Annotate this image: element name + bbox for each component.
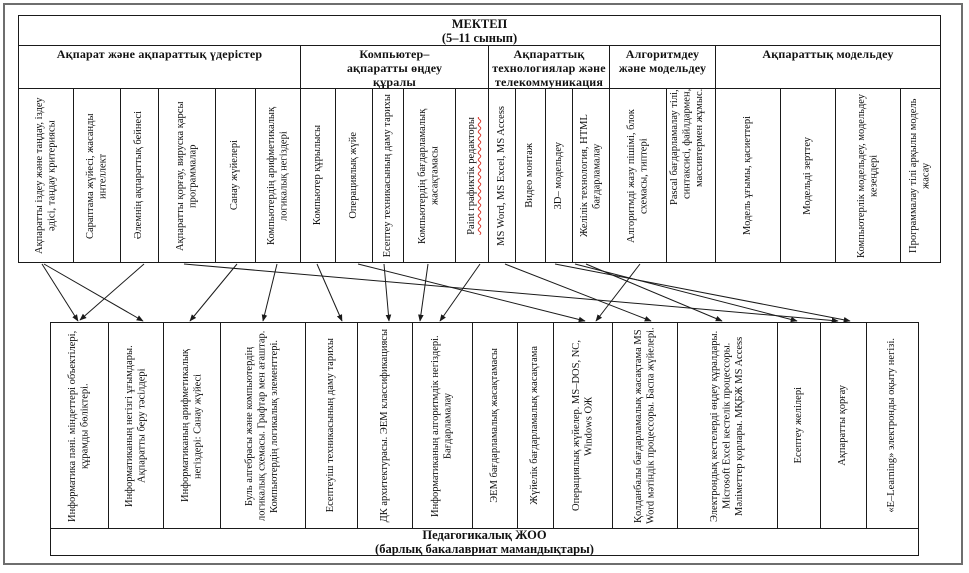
university-topic-cell bbox=[50, 322, 109, 529]
section-header-information bbox=[18, 45, 301, 89]
university-topic-label: ЭЕМ бағдарламалық жасақтамасы bbox=[488, 348, 500, 503]
school-topic-label: Сараптама жүйесі, жасанды интеллект bbox=[84, 112, 108, 239]
university-topic-cell bbox=[357, 322, 413, 529]
university-topic-label: Операциялық жүйелер. MS–DOS, NC, Windows ОЖ bbox=[570, 340, 594, 511]
university-topic-cell bbox=[677, 322, 778, 529]
university-topic-cell bbox=[305, 322, 358, 529]
school-topic-cell bbox=[300, 88, 336, 263]
school-topic-label: Компьютерлік модельдеу, модельдеу кезеңдері bbox=[855, 93, 879, 258]
university-topic-label: Қолданбалы бағдарламалық жасақтама MS Word мәтіндік процессоры. Баспа жүйелері. bbox=[632, 327, 656, 524]
section-header-algorithms bbox=[609, 45, 716, 89]
school-topic-label: Есептеу техникасының даму тарихы bbox=[381, 93, 393, 258]
university-topic-label: Жүйелік бағдарламалық жасақтама bbox=[529, 346, 541, 505]
school-topic-label: Модель ұғымы, қасиеттері bbox=[741, 116, 753, 235]
school-topic-cell bbox=[455, 88, 489, 263]
school-topic-cell bbox=[488, 88, 516, 263]
school-topic-label: Компьютердің арифметикалық логикалық негіздері bbox=[265, 106, 289, 245]
school-topic-label: Алгоритмді жазу пішімі, блок схемасы, типтері bbox=[625, 108, 649, 243]
section-label: Ақпарат және ақпараттық үдерістер bbox=[56, 47, 263, 61]
school-topic-label: Программалау тілі арқылы модель жасау bbox=[908, 98, 932, 253]
section-header-modeling bbox=[715, 45, 941, 89]
school-topic-cell bbox=[545, 88, 573, 263]
school-topic-cell bbox=[780, 88, 836, 263]
school-topic-label: Әлемнің ақпараттық бейнесі bbox=[133, 111, 145, 240]
school-topic-cell bbox=[609, 88, 667, 263]
school-topic-cell bbox=[715, 88, 781, 263]
school-topic-label: Ақпаратты іздеу және таңдау, іздеу әдісі, таңдау критериясы bbox=[33, 97, 57, 254]
university-topic-label: ДК архитектурасы. ЭЕМ классификациясы bbox=[378, 328, 390, 523]
section-label: Ақпараттық технологиялар және телекоммуникация bbox=[492, 47, 606, 89]
university-topic-label: Информатика пәні. міндеттері объектілері, құрамды бөліктері. bbox=[67, 329, 91, 522]
school-topic-label: Paint графиктік редакторы bbox=[465, 116, 477, 235]
school-topic-label: Операциялық жүйе bbox=[347, 132, 359, 219]
school-topic-cell bbox=[572, 88, 610, 263]
school-topic-cell bbox=[335, 88, 373, 263]
university-topic-label: Информатиканың алгоритмдік негіздері. Бағдарламалау bbox=[430, 334, 454, 517]
university-topic-cell bbox=[472, 322, 518, 529]
school-topic-label: Санау жүйелері bbox=[229, 140, 241, 211]
school-topic-label: Ақпаратты қорғау, вируска қарсы программалар bbox=[174, 100, 198, 251]
university-topic-cell bbox=[220, 322, 306, 529]
university-topic-cell bbox=[777, 322, 821, 529]
university-subtitle: (барлық бакалавриат мамандықтары) bbox=[375, 542, 594, 556]
section-label: Компьютер–ақпаратты өңдеу құралы bbox=[346, 47, 443, 89]
school-topic-cell bbox=[900, 88, 941, 263]
university-topic-cell bbox=[820, 322, 867, 529]
university-topic-label: Ақпаратты қорғау bbox=[837, 385, 849, 466]
university-topic-cell bbox=[553, 322, 613, 529]
university-topic-cell bbox=[866, 322, 919, 529]
university-topic-cell bbox=[517, 322, 554, 529]
school-topic-cell bbox=[18, 88, 74, 263]
school-title: МЕКТЕП bbox=[451, 16, 508, 31]
school-topic-label: Компьютер құрылысы bbox=[311, 125, 323, 226]
school-topic-cell bbox=[835, 88, 901, 263]
school-topic-label: Желілік технология, HTML бағдарламалау bbox=[578, 114, 602, 237]
school-title-cell bbox=[18, 15, 941, 46]
university-title: Педагогикалық ЖОО bbox=[422, 528, 547, 542]
school-topic-label: Видео монтаж bbox=[524, 143, 536, 208]
university-topic-label: Информатиканың арифметикалық негіздері: Санау жүйесі bbox=[179, 349, 203, 502]
section-header-computer bbox=[300, 45, 489, 89]
university-topic-cell bbox=[163, 322, 221, 529]
school-topic-cell bbox=[158, 88, 216, 263]
university-topic-cell bbox=[412, 322, 473, 529]
school-topic-cell bbox=[73, 88, 121, 263]
university-topic-label: Есептеуіш техникасының даму тарихы bbox=[325, 338, 337, 513]
university-topic-label: «E–Learning» электронды оқыту негізі. bbox=[886, 338, 898, 513]
school-subtitle: (5–11 сынып) bbox=[441, 30, 518, 45]
school-topic-cell bbox=[255, 88, 301, 263]
university-topic-cell bbox=[612, 322, 678, 529]
school-topic-label: Компьютердің бағдарламалық жасақтамасы bbox=[417, 107, 441, 244]
university-topic-cell bbox=[108, 322, 164, 529]
school-topic-cell bbox=[666, 88, 716, 263]
section-label: Алгоритмдеу және модельдеу bbox=[618, 47, 707, 75]
section-label: Ақпараттық модельдеу bbox=[762, 47, 894, 61]
school-topic-label: Модельді зерттеу bbox=[801, 136, 813, 215]
university-topic-label: Электрондық кестелерді өңдеу құралдары. Microsoft Excel кестелік процессоры. Мәліметтер қорлары. МҚБЖ MS Access bbox=[708, 329, 745, 522]
school-topic-cell bbox=[372, 88, 404, 263]
school-topic-cell bbox=[120, 88, 159, 263]
university-title-cell bbox=[50, 528, 919, 556]
school-topic-cell bbox=[215, 88, 256, 263]
university-topic-label: Буль алгебрасы және компьютердің логикалық схемасы. Графтар мен ағаштар. Компьютердің логикалық элементтері. bbox=[244, 330, 281, 521]
school-topic-cell bbox=[515, 88, 546, 263]
university-topic-label: Информатиканың негізгі ұғымдары. Ақпаратты беру тәсілдері bbox=[123, 344, 147, 507]
school-topic-label: Pascal бағдарламалау тілі, синтаксисі, файлдармен, массивтермен жұмыс. bbox=[669, 89, 705, 205]
school-topic-label: MS Word, MS Excel, MS Access bbox=[495, 105, 507, 246]
school-topic-label: 3D– модельдеу bbox=[552, 141, 564, 210]
section-header-technologies bbox=[488, 45, 610, 89]
university-topic-label: Есептеу желілері bbox=[792, 387, 804, 464]
school-topic-cell bbox=[403, 88, 456, 263]
